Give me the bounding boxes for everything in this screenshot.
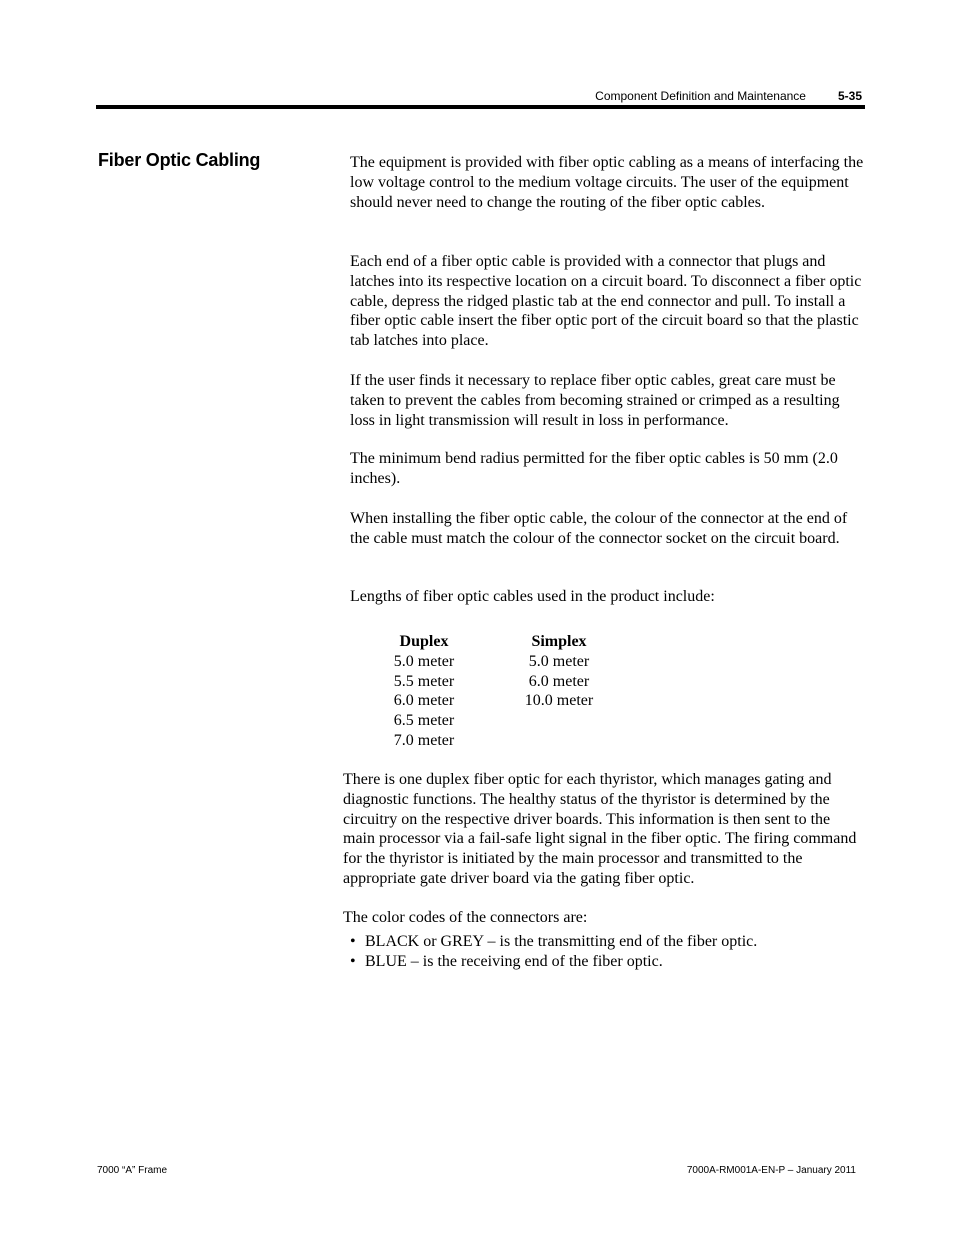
duplex-length: 7.0 meter	[393, 731, 455, 749]
color-code-receiving: BLUE – is the receiving end of the fiber optic.	[365, 952, 663, 970]
duplex-length: 5.0 meter	[393, 652, 455, 670]
paragraph-color-codes-intro: The color codes of the connectors are:	[343, 909, 588, 926]
color-code-transmitting: BLACK or GREY – is the transmitting end of the fiber optic.	[365, 933, 758, 950]
duplex-length: 6.0 meter	[393, 692, 455, 710]
simplex-length: 6.0 meter	[528, 672, 590, 690]
bullet-icon: •	[350, 952, 356, 970]
color-code-list	[350, 932, 757, 972]
list-item	[350, 932, 757, 952]
footer-publication: 7000A-RM001A-EN-P – January 2011	[686, 1165, 856, 1176]
paragraph-connector-colour: When installing the fiber optic cable, the colour of the connector at the end of the cable must match the colour of the connector socket on the circuit board.	[350, 510, 848, 547]
header-section-title: Component Definition and Maintenance	[595, 89, 806, 103]
running-header	[595, 89, 862, 103]
header-rule	[96, 105, 865, 109]
simplex-heading: Simplex	[531, 633, 587, 650]
simplex-length: 5.0 meter	[528, 652, 590, 670]
duplex-length: 6.5 meter	[393, 712, 455, 730]
duplex-column	[384, 632, 464, 751]
duplex-heading: Duplex	[399, 633, 449, 650]
duplex-length: 5.5 meter	[393, 672, 455, 690]
list-item	[350, 952, 757, 972]
paragraph-duplex-thyristor: There is one duplex fiber optic for each thyristor, which manages gating and diagnostic functions. The healthy status of the thyristor is determined by the circuitry on the respective driver boards. This information is then sent to the main processor via a fail-safe light signal in the fiber optic. The firing command for the thyristor is initiated by the main processor and transmitted to the appropriate gate driver board via the gating fiber optic.	[343, 771, 857, 887]
paragraph-cabling-intro: The equipment is provided with fiber optic cabling as a means of interfacing the low voltage control to the medium voltage circuits. The user of the equipment should never need to change the routing of the fiber optic cables.	[350, 154, 864, 211]
bullet-icon: •	[350, 933, 356, 950]
paragraph-bend-radius: The minimum bend radius permitted for the fiber optic cables is 50 mm (2.0 inches).	[350, 450, 838, 487]
paragraph-lengths-intro: Lengths of fiber optic cables used in the product include:	[350, 588, 715, 605]
section-heading: Fiber Optic Cabling	[98, 150, 261, 170]
paragraph-connectors: Each end of a fiber optic cable is provided with a connector that plugs and latches into its respective location on a circuit board. To disconnect a fiber optic cable, depress the ridged plastic tab at the end connector and pull. To install a fiber optic cable insert the fiber optic port of the circuit board so that the plastic tab latches into place.	[350, 253, 862, 350]
cable-length-table	[384, 632, 604, 751]
page-number: 5-35	[837, 89, 862, 103]
simplex-column	[514, 632, 604, 751]
simplex-length: 10.0 meter	[524, 692, 594, 710]
footer-product: 7000 “A” Frame	[97, 1165, 168, 1176]
paragraph-replacement-care: If the user finds it necessary to replace fiber optic cables, great care must be taken to prevent the cables from becoming strained or crimped as a resulting loss in light transmission will result in loss in performance.	[350, 372, 840, 429]
